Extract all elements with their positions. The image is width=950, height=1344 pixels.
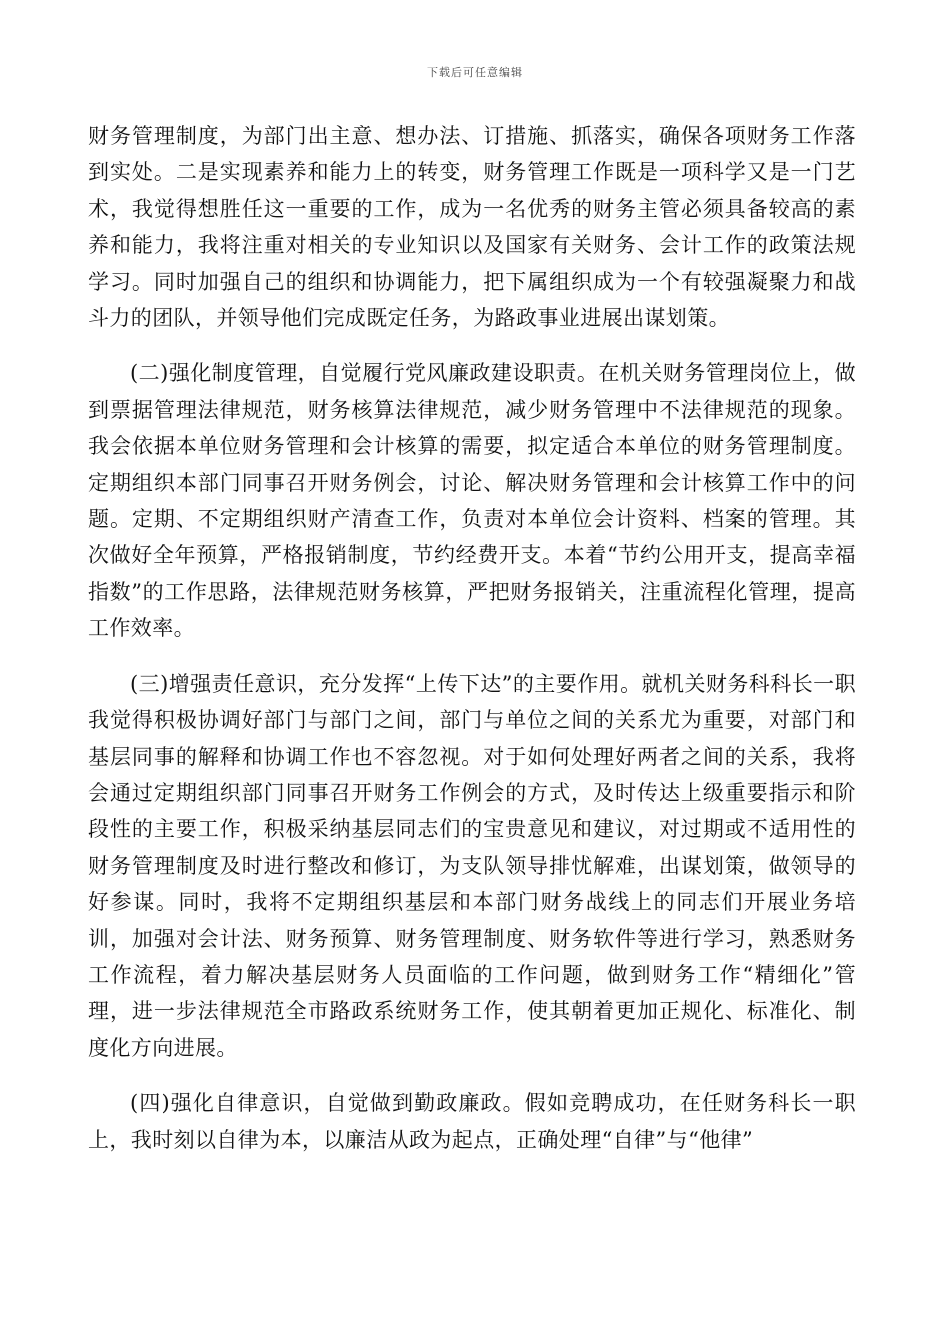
paragraph-section-3: (三)增强责任意识，充分发挥“上传下达”的主要作用。就机关财务科科长一职我觉得积极协调好部门与部门之间，部门与单位之间的关系尤为重要，对部门和基层同事的解释和协调工作也不容忽视。对于如何处理好两者之间的关系，我将会通过定期组织部门同事召开财务工作例会的方式，及时传达上级重要指示和阶段性的主要工作，积极采纳基层同志们的宝贵意见和建议，对过期或不适用性的财务管理制度及时进行整改和修订，为支队领导排忧解难，出谋划策，做领导的好参谋。同时，我将不定期组织基层和本部门财务战线上的同志们开展业务培训，加强对会计法、财务预算、财务管理制度、财务软件等进行学习，熟悉财务工作流程，着力解决基层财务人员面临的工作问题，做到财务工作“精细化”管理，进一步法律规范全市路政系统财务工作，使其朝着更加正规化、标准化、制度化方向进展。 — [88, 671, 856, 1060]
paragraph-section-4: (四)强化自律意识，自觉做到勤政廉政。假如竞聘成功，在任财务科长一职上，我时刻以自律为本，以廉洁从政为起点，正确处理“自律”与“他律” — [88, 1091, 856, 1152]
paragraph-continuation: 财务管理制度，为部门出主意、想办法、订措施、抓落实，确保各项财务工作落到实处。二是实现素养和能力上的转变，财务管理工作既是一项科学又是一门艺术，我觉得想胜任这一重要的工作，成为一名优秀的财务主管必须具备较高的素养和能力，我将注重对相关的专业知识以及国家有关财务、会计工作的政策法规学习。同时加强自己的组织和协调能力，把下属组织成为一个有较强凝聚力和战斗力的团队，并领导他们完成既定任务，为路政事业进展出谋划策。 — [88, 124, 856, 331]
paragraph-section-2: (二)强化制度管理，自觉履行党风廉政建设职责。在机关财务管理岗位上，做到票据管理法律规范，财务核算法律规范，减少财务管理中不法律规范的现象。我会依据本单位财务管理和会计核算的需要，拟定适合本单位的财务管理制度。定期组织本部门同事召开财务例会，讨论、解决财务管理和会计核算工作中的问题。定期、不定期组织财产清查工作，负责对本单位会计资料、档案的管理。其次做好全年预算，严格报销制度，节约经费开支。本着“节约公用开支，提高幸福指数”的工作思路，法律规范财务核算，严把财务报销关，注重流程化管理，提高工作效率。 — [88, 361, 856, 641]
document-body — [88, 118, 856, 1158]
header-note: 下载后可任意编辑 — [427, 66, 523, 79]
